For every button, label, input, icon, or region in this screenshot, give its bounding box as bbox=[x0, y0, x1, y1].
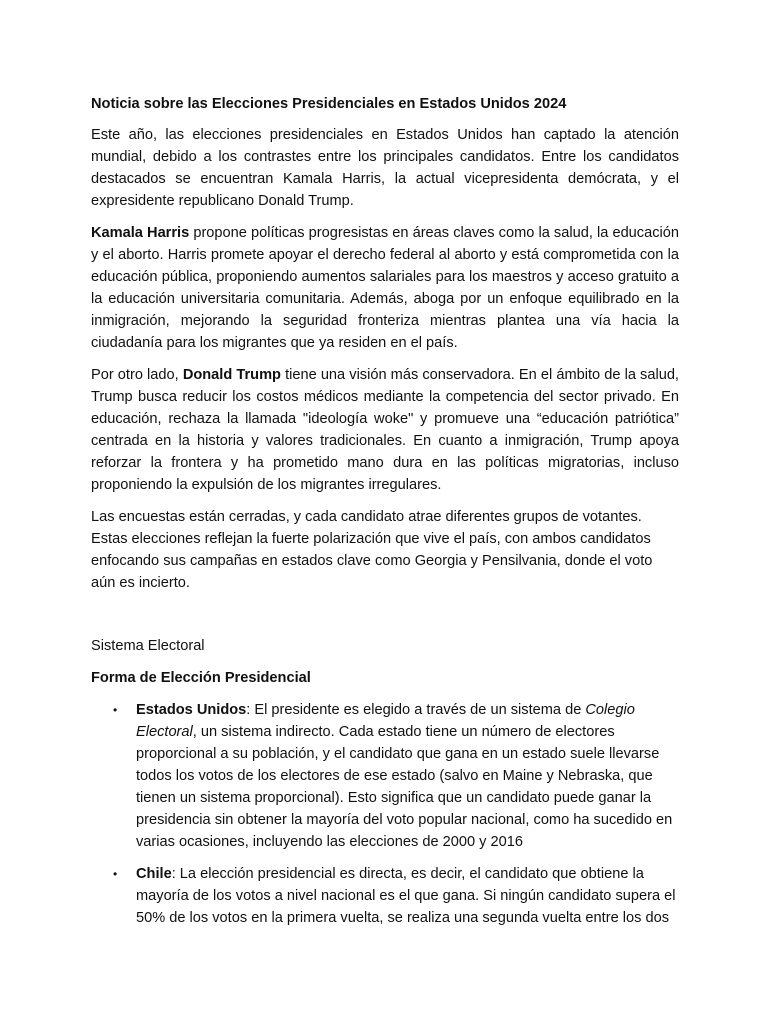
item-text: : El presidente es elegido a través de un sistema de bbox=[246, 702, 586, 718]
harris-name: Kamala Harris bbox=[91, 225, 190, 241]
harris-paragraph bbox=[91, 222, 679, 354]
item-label: Chile bbox=[136, 866, 172, 882]
section-subtitle: Sistema Electoral bbox=[91, 638, 205, 654]
bullet-list bbox=[91, 699, 679, 929]
article-title: Noticia sobre las Elecciones Presidenciales en Estados Unidos 2024 bbox=[91, 96, 567, 112]
intro-paragraph: Este año, las elecciones presidenciales en Estados Unidos han captado la atención mundial, debido a los contrastes entre los principales candidatos. Entre los candidatos destacados se encuentran Kamala Harris, la actual vicepresidenta demócrata, y el expresidente republicano Donald Trump. bbox=[91, 127, 679, 209]
bullet-icon: • bbox=[113, 867, 118, 881]
item-text-continued: , un sistema indirecto. Cada estado tiene un número de electores proporcional a su población, y el candidato que gana en un estado suele llevarse todos los votos de los electores de ese estado (salvo en Maine y Nebraska, que tienen un sistema proporcional). Esto significa que un candidato puede ganar la presidencia sin obtener la mayoría del voto popular nacional, como ha sucedido en varias ocasiones, incluyendo las elecciones de 2000 y 2016 bbox=[136, 724, 673, 850]
item-label: Estados Unidos bbox=[136, 702, 247, 718]
harris-text: propone políticas progresistas en áreas claves como la salud, la educación y el aborto. Harris promete apoyar el derecho federal al aborto y está comprometida con la educación pública, proponiendo aumentos salariales para los maestros y acceso gratuito a la educación universitaria comunitaria. Además, aboga por un enfoque equilibrado en la inmigración, mejorando la seguridad fronteriza mientras plantea una vía hacia la ciudadanía para los migrantes que ya residen en el país. bbox=[91, 225, 679, 351]
list-item-estados-unidos bbox=[91, 699, 679, 853]
item-text: : La elección presidencial es directa, es decir, el candidato que obtiene la mayoría de los votos a nivel nacional es el que gana. Si ningún candidato supera el 50% de los votos en la primera vuelta, se realiza una segunda vuelta entre los dos bbox=[136, 866, 676, 926]
item-italic: Colegio Electoral bbox=[136, 702, 635, 740]
trump-prefix: Por otro lado, bbox=[91, 367, 183, 383]
document-body bbox=[91, 93, 679, 939]
list-item-chile bbox=[91, 863, 679, 929]
trump-name: Donald Trump bbox=[182, 367, 281, 383]
section-heading: Forma de Elección Presidencial bbox=[91, 670, 311, 686]
trump-paragraph bbox=[91, 364, 679, 496]
bullet-icon: • bbox=[113, 703, 118, 717]
closing-paragraph: Las encuestas están cerradas, y cada candidato atrae diferentes grupos de votantes. Estas elecciones reflejan la fuerte polarización que vive el país, con ambos candidatos enfocando sus campañas en estados clave como Georgia y Pensilvania, donde el voto aún es incierto. bbox=[91, 509, 653, 591]
trump-text: tiene una visión más conservadora. En el ámbito de la salud, Trump busca reducir los costos médicos mediante la competencia del sector privado. En educación, rechaza la llamada "ideología woke" y promueve una “educación patriótica” centrada en la historia y valores tradicionales. En cuanto a inmigración, Trump apoya reforzar la frontera y ha prometido mano dura en las políticas migratorias, incluso proponiendo la expulsión de los migrantes irregulares. bbox=[91, 367, 679, 493]
